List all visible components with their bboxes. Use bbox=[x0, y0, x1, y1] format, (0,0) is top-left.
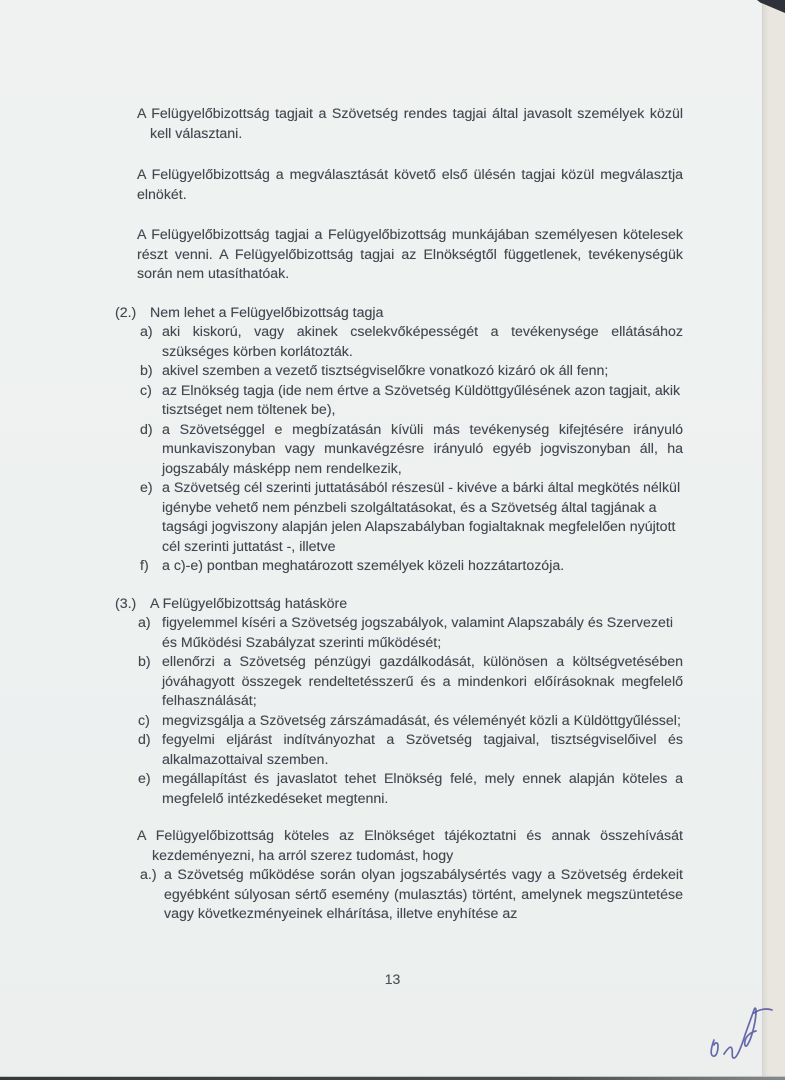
list-item-text: a Szövetséggel e megbízatásán kívüli más tevékenység kifejtésére irányuló munkaviszonyban vagy munkavégzésre irányuló egyéb jogviszonyban áll, ha jogszabály másképp nem rendelkezik, bbox=[162, 421, 683, 477]
list-item-marker: c) bbox=[140, 382, 152, 399]
list-item-marker: b) bbox=[140, 363, 153, 379]
closing-paragraph: A Felügyelőbizottság köteles az Elnökséget tájékoztatni és annak összehívását kezdeményezni, ha arról szerez tudomást, hogy bbox=[137, 828, 683, 864]
list-item-text: fegyelmi eljárást indítványozhat a Szövetség tagjaival, tisztségviselőivel és alkalmazottaival szemben. bbox=[162, 732, 683, 768]
list-item-text: aki kiskorú, vagy akinek cselekvőképességét a tevékenysége ellátásához szükséges körben korlátozták. bbox=[162, 324, 683, 360]
document-body-text bbox=[115, 105, 683, 925]
list-item-text: ellenőrzi a Szövetség pénzügyi gazdálkodását, különösen a költségvetésében jóváhagyott összegek rendeltetésszerű és a mindenkori előírásoknak megfelelő felhasználását; bbox=[162, 654, 683, 709]
list-item bbox=[138, 770, 683, 809]
paragraph: A Felügyelőbizottság a megválasztását követő első ülésén tagjai közül megválasztja elnökét. bbox=[137, 167, 683, 203]
list-item-marker: a.) bbox=[140, 867, 157, 883]
list-item bbox=[138, 712, 683, 732]
page-number: 13 bbox=[384, 971, 401, 987]
section-heading bbox=[115, 304, 683, 324]
list-item-marker: a) bbox=[140, 324, 153, 340]
list-item bbox=[140, 479, 683, 557]
paragraph: A Felügyelőbizottság tagjait a Szövetség rendes tagjai által javasolt személyek közül kell választani. bbox=[137, 106, 683, 142]
list-item bbox=[140, 421, 683, 480]
section-3 bbox=[115, 595, 683, 810]
list-item-marker: c) bbox=[138, 712, 150, 729]
section-marker: (3.) bbox=[115, 595, 137, 612]
paragraph: A Felügyelőbizottság tagjai a Felügyelőbizottság munkájában személyesen kötelesek részt venni. A Felügyelőbizottság tagjai az Elnökségtől függetlenek, tevékenységük során nem utasíthatóak. bbox=[137, 227, 683, 282]
list-item-text: megvizsgálja a Szövetség zárszámadását, és véleményét közli a Küldöttgyűléssel; bbox=[162, 712, 681, 729]
list-item bbox=[140, 557, 683, 577]
section-marker: (2.) bbox=[115, 304, 137, 321]
section-2 bbox=[115, 304, 683, 577]
list-item-marker: e) bbox=[138, 771, 151, 787]
list-item bbox=[138, 653, 683, 712]
list-item-marker: d) bbox=[138, 732, 151, 748]
section-title: Nem lehet a Felügyelőbizottság tagja bbox=[150, 304, 384, 321]
list-item bbox=[140, 323, 683, 362]
list-item-text: a c)-e) pontban meghatározott személyek közeli hozzátartozója. bbox=[162, 558, 565, 574]
list-item bbox=[140, 382, 683, 421]
underlying-sheet-edge bbox=[762, 0, 785, 1080]
list-item-text: a Szövetség működése során olyan jogszabálysértés vagy a Szövetség érdekeit egyébként súlyosan sértő esemény (mulasztás) történt, amelynek megszüntetése vagy következményeinek elhárítása, illetve enyhítése az bbox=[164, 867, 683, 922]
list-item bbox=[138, 731, 683, 770]
list-item-marker: f) bbox=[140, 558, 149, 574]
list-item bbox=[138, 614, 683, 653]
list-item-text: figyelemmel kíséri a Szövetség jogszabályok, valamint Alapszabály és Szervezeti és Működési Szabályzat szerinti működését; bbox=[162, 615, 673, 651]
list-item-marker: d) bbox=[140, 421, 153, 438]
list-item-marker: b) bbox=[138, 654, 151, 670]
list-item-text: akivel szemben a vezető tisztségviselőkre vonatkozó kizáró ok áll fenn; bbox=[162, 363, 609, 379]
list-item bbox=[140, 362, 683, 382]
list-item-marker: e) bbox=[140, 480, 153, 496]
section-title: A Felügyelőbizottság hatásköre bbox=[150, 595, 348, 612]
list-item-marker: a) bbox=[138, 615, 151, 631]
signature-mark bbox=[704, 1002, 776, 1066]
list-item-text: a Szövetség cél szerinti juttatásából részesül - kivéve a bárki által megkötés nélkül igénybe vehető nem pénzbeli szolgáltatásokat, és a Szövetség által tagjának a tagsági jogviszony alapján jelen Alapszabályban fogialtaknak megfelelően nyújtott cél szerinti juttatást -, illetve bbox=[162, 480, 681, 555]
list-item-text: az Elnökség tagja (ide nem értve a Szövetség Küldöttgyűlésének azon tagjait, akik tisztséget nem töltenek be), bbox=[162, 382, 681, 418]
scan-bottom-edge bbox=[0, 1076, 785, 1080]
list-item bbox=[140, 866, 683, 925]
list-item-text: megállapítást és javaslatot tehet Elnökség felé, mely ennek alapján köteles a megfelelő intézkedéseket megtenni. bbox=[162, 771, 683, 807]
section-heading bbox=[115, 595, 683, 615]
